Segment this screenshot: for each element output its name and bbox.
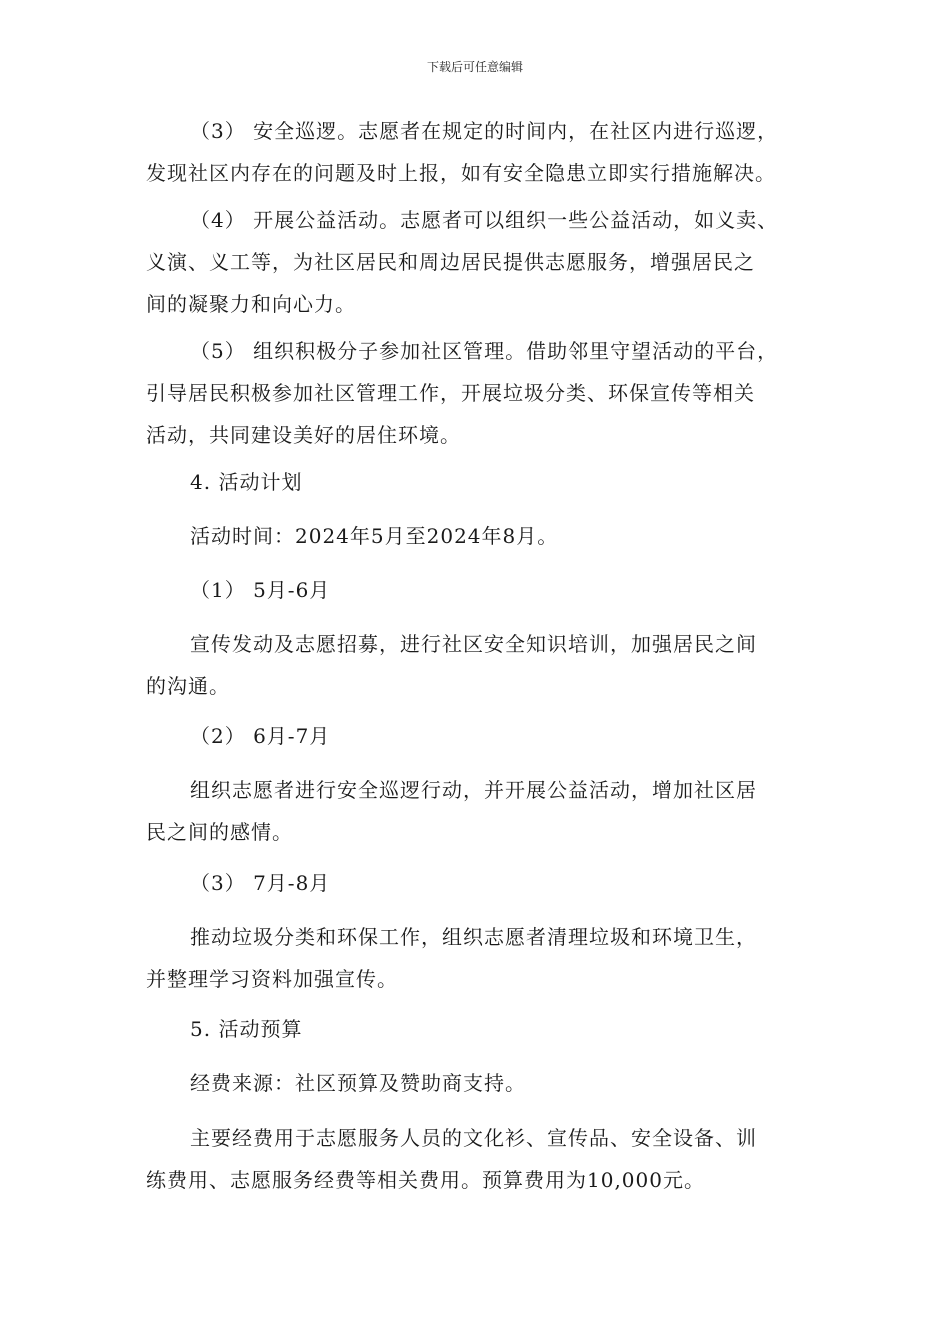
- text-line: 的沟通。: [146, 674, 230, 698]
- paragraph-budget-details: [146, 1117, 816, 1201]
- section-heading-budget: [146, 1008, 816, 1050]
- text-line: 组织志愿者进行安全巡逻行动，并开展公益活动，增加社区居: [190, 778, 757, 802]
- subheading-phase-1: [146, 569, 816, 611]
- text-line: 民之间的感情。: [146, 820, 293, 844]
- text-line: 主要经费用于志愿服务人员的文化衫、宣传品、安全设备、训: [190, 1126, 757, 1150]
- text-line: （3） 安全巡逻。志愿者在规定的时间内，在社区内进行巡逻，: [190, 119, 779, 143]
- paragraph-activity-time: [146, 515, 816, 557]
- subheading-phase-3: [146, 862, 816, 904]
- subheading-phase-2: [146, 715, 816, 757]
- text-line: （3） 7月-8月: [190, 871, 331, 895]
- paragraph-phase-3: [146, 916, 816, 1000]
- page-header: 下载后可任意编辑: [426, 60, 523, 74]
- text-line: 宣传发动及志愿招募，进行社区安全知识培训，加强居民之间: [190, 632, 757, 656]
- text-line: 活动，共同建设美好的居住环境。: [146, 423, 461, 447]
- text-line: 推动垃圾分类和环保工作，组织志愿者清理垃圾和环境卫生，: [190, 925, 757, 949]
- text-line: 练费用、志愿服务经费等相关费用。预算费用为10,000元。: [146, 1168, 705, 1192]
- text-line: 引导居民积极参加社区管理工作，开展垃圾分类、环保宣传等相关: [146, 381, 755, 405]
- paragraph-item-5-management: [146, 330, 816, 456]
- text-line: （5） 组织积极分子参加社区管理。借助邻里守望活动的平台，: [190, 339, 779, 363]
- text-line: 4. 活动计划: [190, 470, 303, 494]
- text-line: 义演、义工等，为社区居民和周边居民提供志愿服务，增强居民之: [146, 250, 755, 274]
- text-line: 发现社区内存在的问题及时上报，如有安全隐患立即实行措施解决。: [146, 161, 776, 185]
- text-line: 并整理学习资料加强宣传。: [146, 967, 398, 991]
- text-line: 间的凝聚力和向心力。: [146, 292, 356, 316]
- paragraph-phase-2: [146, 769, 816, 853]
- text-line: 5. 活动预算: [190, 1017, 303, 1041]
- paragraph-funding-source: [146, 1062, 816, 1104]
- text-line: 经费来源：社区预算及赞助商支持。: [190, 1071, 526, 1095]
- paragraph-phase-1: [146, 623, 816, 707]
- text-line: （4） 开展公益活动。志愿者可以组织一些公益活动，如义卖、: [190, 208, 779, 232]
- paragraph-item-3-patrol: [146, 110, 816, 194]
- section-heading-activity-plan: [146, 461, 816, 503]
- text-line: （1） 5月-6月: [190, 578, 331, 602]
- text-line: 活动时间：2024年5月至2024年8月。: [190, 524, 559, 548]
- text-line: （2） 6月-7月: [190, 724, 331, 748]
- paragraph-item-4-charity: [146, 199, 816, 325]
